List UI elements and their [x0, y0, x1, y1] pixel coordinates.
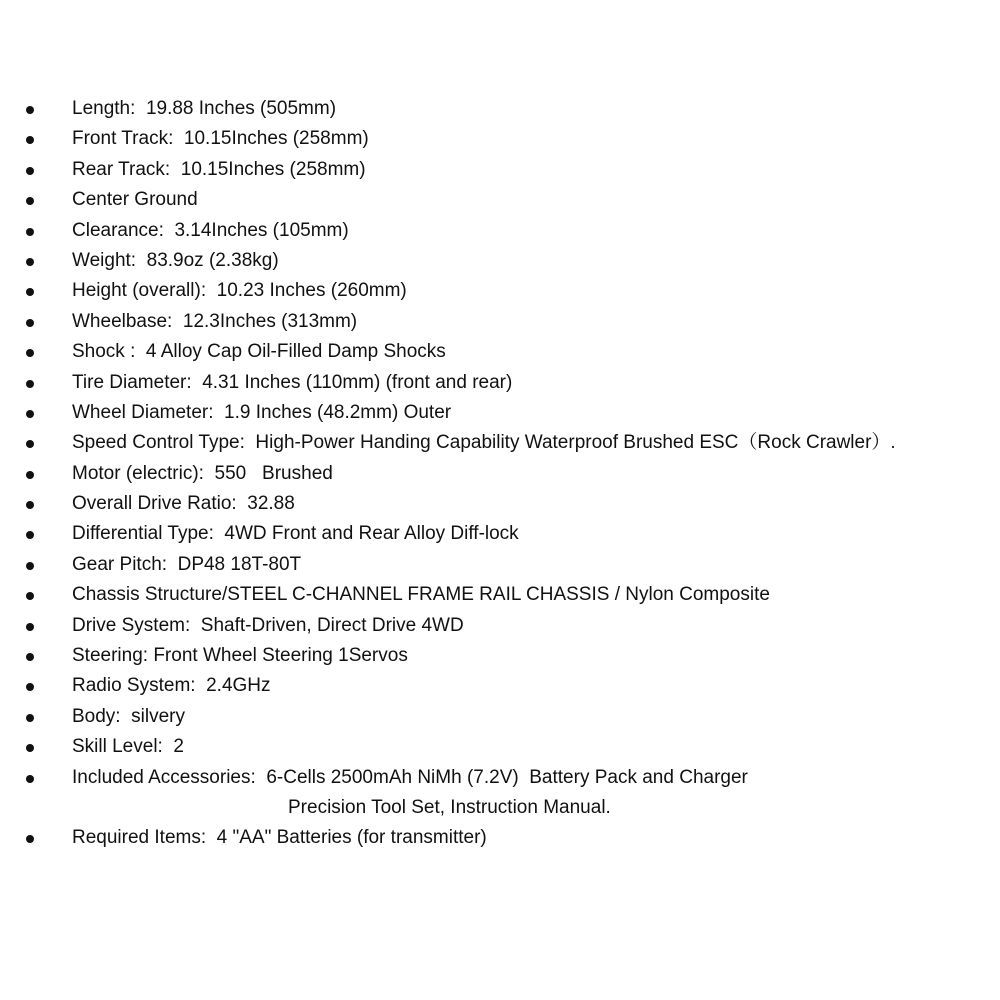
bullet-icon [26, 775, 34, 783]
spec-text: Motor (electric): 550 Brushed [72, 462, 333, 484]
bullet-icon [26, 501, 34, 509]
spec-item-required [0, 823, 1000, 853]
bullet-icon [26, 410, 34, 418]
spec-text: Drive System: Shaft-Driven, Direct Drive 4WD [72, 614, 464, 636]
bullet-icon [26, 592, 34, 600]
spec-item-skill-level [0, 732, 1000, 762]
bullet-icon [26, 319, 34, 327]
spec-text: Height (overall): 10.23 Inches (260mm) [72, 280, 407, 302]
bullet-icon [26, 471, 34, 479]
spec-item-rear-track [0, 155, 1000, 185]
bullet-icon [26, 288, 34, 296]
spec-text: Tire Diameter: 4.31 Inches (110mm) (front and rear) [72, 371, 513, 393]
spec-item-front-track [0, 124, 1000, 154]
spec-item-clearance [0, 216, 1000, 246]
spec-text: Speed Control Type: High-Power Handing Capability Waterproof Brushed ESC（Rock Crawler）. [72, 432, 896, 454]
spec-text: Length: 19.88 Inches (505mm) [72, 98, 337, 119]
spec-item-wheel-diameter [0, 398, 1000, 428]
bullet-icon [26, 106, 34, 114]
spec-item-radio [0, 671, 1000, 701]
bullet-icon [26, 380, 34, 388]
spec-text: Wheelbase: 12.3Inches (313mm) [72, 310, 358, 332]
bullet-icon [26, 623, 34, 631]
spec-item-height [0, 276, 1000, 306]
spec-text: Included Accessories: 6-Cells 2500mAh NiMh (7.2V) Battery Pack and Charger [72, 766, 748, 788]
spec-text: Gear Pitch: DP48 18T-80T [72, 553, 302, 575]
spec-item-length [0, 94, 1000, 124]
spec-text: Center Ground [72, 189, 198, 211]
spec-item-drive-system [0, 611, 1000, 641]
bullet-icon [26, 714, 34, 722]
spec-text-continuation: Precision Tool Set, Instruction Manual. [288, 796, 611, 818]
bullet-icon [26, 136, 34, 144]
spec-item-body [0, 702, 1000, 732]
spec-text: Wheel Diameter: 1.9 Inches (48.2mm) Outer [72, 401, 452, 423]
bullet-icon [26, 197, 34, 205]
spec-item-drive-ratio [0, 489, 1000, 519]
spec-text: Radio System: 2.4GHz [72, 675, 271, 697]
spec-item-motor [0, 459, 1000, 489]
spec-item-differential [0, 519, 1000, 549]
spec-item-steering [0, 641, 1000, 671]
spec-text: Clearance: 3.14Inches (105mm) [72, 219, 349, 241]
spec-text: Chassis Structure/STEEL C-CHANNEL FRAME RAIL CHASSIS / Nylon Composite [72, 584, 770, 606]
spec-item-gear-pitch [0, 550, 1000, 580]
bullet-icon [26, 167, 34, 175]
spec-text: Front Track: 10.15Inches (258mm) [72, 128, 369, 150]
spec-item-speed-control [0, 428, 1000, 458]
spec-text: Rear Track: 10.15Inches (258mm) [72, 158, 366, 180]
spec-text: Body: silvery [72, 705, 185, 727]
spec-item-accessories [0, 763, 1000, 824]
bullet-icon [26, 258, 34, 266]
spec-text: Shock : 4 Alloy Cap Oil-Filled Damp Shocks [72, 341, 446, 363]
spec-item-wheelbase [0, 307, 1000, 337]
bullet-icon [26, 835, 34, 843]
bullet-icon [26, 531, 34, 539]
spec-text: Overall Drive Ratio: 32.88 [72, 493, 295, 515]
spec-text: Weight: 83.9oz (2.38kg) [72, 249, 279, 271]
spec-item-chassis [0, 580, 1000, 610]
bullet-icon [26, 562, 34, 570]
bullet-icon [26, 440, 34, 448]
spec-list [0, 94, 1000, 854]
bullet-icon [26, 683, 34, 691]
spec-text: Differential Type: 4WD Front and Rear Alloy Diff-lock [72, 523, 519, 545]
spec-item-shock [0, 337, 1000, 367]
spec-text: Required Items: 4 "AA" Batteries (for transmitter) [72, 827, 487, 849]
bullet-icon [26, 349, 34, 357]
bullet-icon [26, 653, 34, 661]
spec-text: Steering: Front Wheel Steering 1Servos [72, 645, 408, 667]
bullet-icon [26, 228, 34, 236]
bullet-icon [26, 744, 34, 752]
spec-item-center-ground [0, 185, 1000, 215]
spec-text: Skill Level: 2 [72, 736, 184, 758]
spec-item-weight [0, 246, 1000, 276]
spec-item-tire-diameter [0, 368, 1000, 398]
